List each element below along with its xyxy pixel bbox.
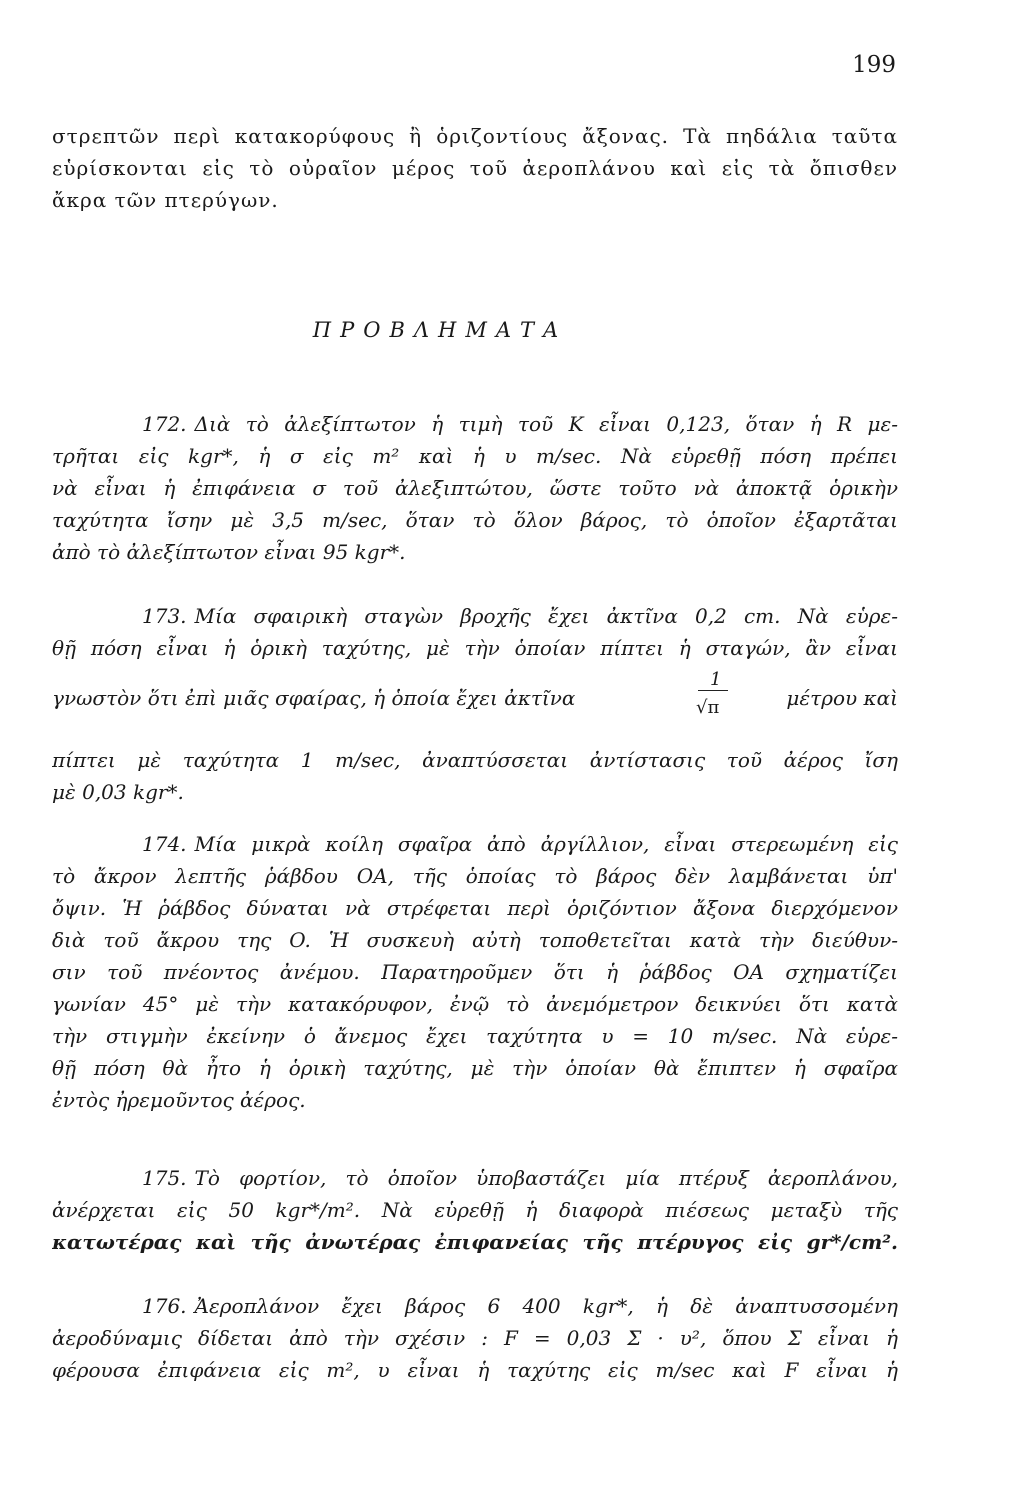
text-line: θῇ πόση εἶναι ἡ ὁρικὴ ταχύτης, μὲ τὴν ὁποίαν πίπτει ἡ σταγών, ἂν εἶναι: [52, 636, 898, 660]
text-line: μὲ 0,03 kgr*.: [52, 780, 184, 804]
text-line: τρῆται εἰς kgr*, ἡ σ εἰς m² καὶ ἡ υ m/sec. Νὰ εὑρεθῇ πόση πρέπει: [52, 444, 898, 468]
text-line: διὰ τοῦ ἄκρου της O. Ἡ συσκευὴ αὐτὴ τοποθετεῖται κατὰ τὴν διεύθυν-: [52, 928, 898, 952]
text-line: κατωτέρας καὶ τῆς ἀνωτέρας ἐπιφανείας τῆς πτέρυγος εἰς gr*/cm².: [52, 1230, 898, 1254]
text-line-body: Τὸ φορτίον, τὸ ὁποῖον ὑποβαστάζει μία πτέρυξ ἀεροπλάνου,: [194, 1166, 898, 1190]
problem-number: 175.: [142, 1166, 187, 1190]
text-line: ἄκρα τῶν πτερύγων.: [52, 188, 279, 212]
text-line: ὄψιν. Ἡ ῥάβδος δύναται νὰ στρέφεται περὶ ὁριζόντιον ἄξονα διερχόμενον: [52, 896, 898, 920]
text-line: εὑρίσκονται εἰς τὸ οὐραῖον μέρος τοῦ ἀεροπλάνου καὶ εἰς τὰ ὄπισθεν: [52, 156, 898, 180]
fraction-line: [52, 664, 898, 722]
text-line: ἐντὸς ἠρεμοῦντος ἀέρος.: [52, 1088, 306, 1112]
problem-number: 174.: [142, 832, 187, 856]
problem-173: [52, 600, 898, 808]
problem-172: [52, 408, 898, 568]
fraction-numerator: 1: [710, 669, 722, 690]
text-segment: γνωστὸν ὅτι ἐπὶ μιᾶς σφαίρας, ἡ ὁποία ἔχει ἀκτῖνα: [52, 686, 576, 710]
text-line: [52, 1290, 898, 1322]
text-line: ἀνέρχεται εἰς 50 kgr*/m². Νὰ εὑρεθῇ ἡ διαφορὰ πιέσεως μεταξὺ τῆς: [52, 1198, 898, 1222]
text-line: τὴν στιγμὴν ἐκείνην ὁ ἄνεμος ἔχει ταχύτητα υ = 10 m/sec. Νὰ εὑρε-: [52, 1024, 898, 1048]
text-line: [52, 408, 898, 440]
text-line: φέρουσα ἐπιφάνεια εἰς m², υ εἶναι ἡ ταχύτης εἰς m/sec καὶ F εἶναι ἡ: [52, 1358, 898, 1382]
text-line: [52, 828, 898, 860]
text-line: στρεπτῶν περὶ κατακορύφους ἢ ὁριζοντίους ἄξονας. Τὰ πηδάλια ταῦτα: [52, 124, 898, 148]
fraction-bar: [698, 690, 728, 691]
text-line: ἀπὸ τὸ ἀλεξίπτωτον εἶναι 95 kgr*.: [52, 540, 406, 564]
text-line: γωνίαν 45° μὲ τὴν κατακόρυφον, ἐνῷ τὸ ἀνεμόμετρον δεικνύει ὅτι κατὰ: [52, 992, 898, 1016]
text-line: ταχύτητα ἴσην μὲ 3,5 m/sec, ὅταν τὸ ὅλον βάρος, τὸ ὁποῖον ἐξαρτᾶται: [52, 508, 898, 532]
problem-176: [52, 1290, 898, 1386]
text-line: [52, 600, 898, 632]
text-line-body: Ἀεροπλάνον ἔχει βάρος 6 400 kgr*, ἡ δὲ ἀναπτυσσομένη: [194, 1294, 898, 1318]
text-segment: μέτρου καὶ: [786, 686, 898, 710]
problem-175: [52, 1162, 898, 1258]
text-line-body: Μία μικρὰ κοίλη σφαῖρα ἀπὸ ἀργίλλιον, εἶναι στερεωμένη εἰς: [194, 832, 898, 856]
text-line-body: Μία σφαιρικὴ σταγὼν βροχῆς ἔχει ἀκτῖνα 0,2 cm. Νὰ εὑρε-: [194, 604, 898, 628]
text-line: τὸ ἄκρον λεπτῆς ῥάβδου OA, τῆς ὁποίας τὸ βάρος δὲν λαμβάνεται ὑπ': [52, 864, 898, 888]
text-line: πίπτει μὲ ταχύτητα 1 m/sec, ἀναπτύσσεται ἀντίστασις τοῦ ἀέρος ἴση: [52, 748, 898, 772]
fraction-denominator: √π: [696, 697, 720, 718]
text-line: ἀεροδύναμις δίδεται ἀπὸ τὴν σχέσιν : F = 0,03 Σ · υ², ὅπου Σ εἶναι ἡ: [52, 1326, 898, 1350]
intro-paragraph: [52, 120, 898, 216]
page-number: 199: [852, 52, 896, 78]
problem-174: [52, 828, 898, 1116]
problem-number: 173.: [142, 604, 187, 628]
problem-number: 176.: [142, 1294, 187, 1318]
text-line: [52, 1162, 898, 1194]
problem-number: 172.: [142, 412, 187, 436]
text-line: σιν τοῦ πνέοντος ἀνέμου. Παρατηροῦμεν ὅτι ἡ ῥάβδος OA σχηματίζει: [52, 960, 898, 984]
text-line: νὰ εἶναι ἡ ἐπιφάνεια σ τοῦ ἀλεξιπτώτου, ὥστε τοῦτο νὰ ἀποκτᾷ ὁρικὴν: [52, 476, 898, 500]
fraction-one-over-sqrt-pi: [692, 664, 736, 724]
section-heading: ΠΡΟΒΛΗΜΑΤΑ: [312, 318, 568, 342]
text-line: θῇ πόση θὰ ἦτο ἡ ὁρικὴ ταχύτης, μὲ τὴν ὁποίαν θὰ ἔπιπτεν ἡ σφαῖρα: [52, 1056, 898, 1080]
text-line-body: Διὰ τὸ ἀλεξίπτωτον ἡ τιμὴ τοῦ K εἶναι 0,123, ὅταν ἡ R με-: [194, 412, 898, 436]
